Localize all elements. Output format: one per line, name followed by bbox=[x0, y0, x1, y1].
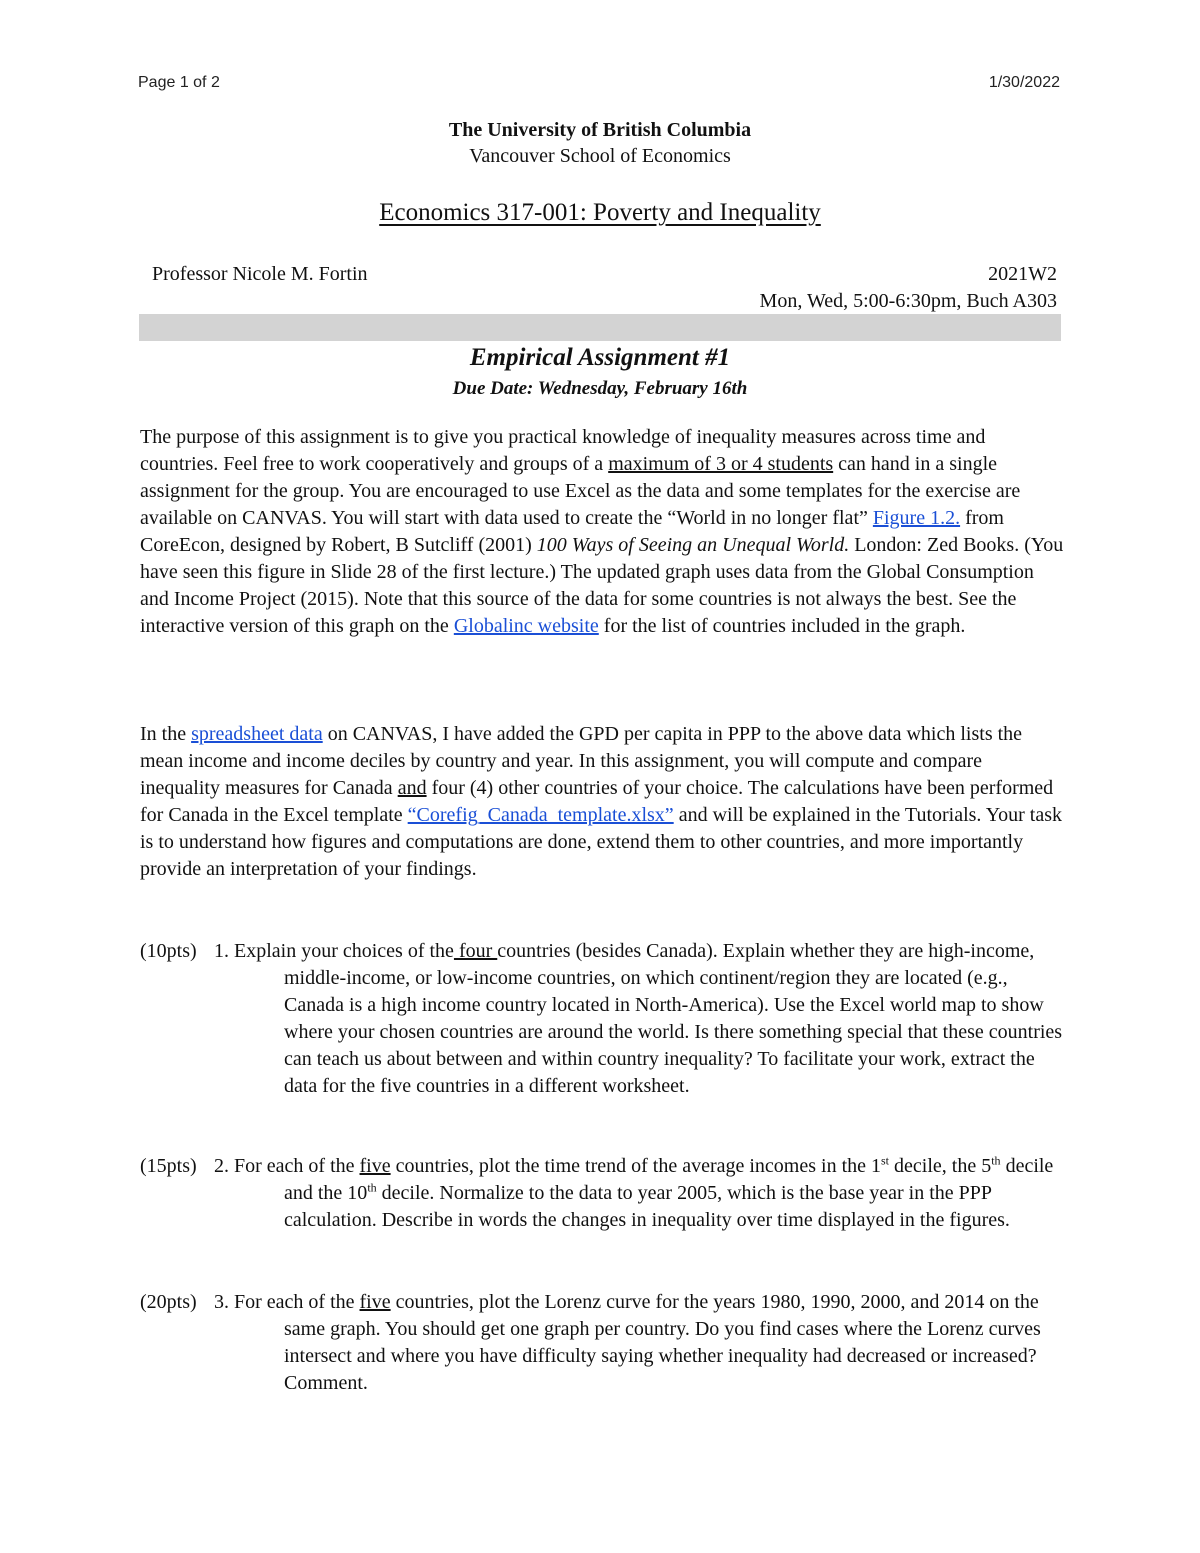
group-size-note: maximum of 3 or 4 students bbox=[608, 453, 834, 475]
class-schedule: Mon, Wed, 5:00-6:30pm, Buch A303 bbox=[759, 290, 1057, 312]
question-points: (15pts) bbox=[140, 1155, 197, 1177]
text: 2. For each of the bbox=[214, 1155, 360, 1177]
divider-bar bbox=[139, 314, 1061, 341]
question-points: (10pts) bbox=[140, 940, 197, 962]
professor-name: Professor Nicole M. Fortin bbox=[152, 263, 368, 285]
globalinc-link[interactable]: Globalinc website bbox=[453, 615, 599, 637]
text: four (4) other countries of your choice. The calculations have been performed for Canada in the Excel template bbox=[140, 777, 1054, 826]
emphasis-four: four bbox=[453, 940, 498, 962]
university-name: The University of British Columbia bbox=[448, 119, 752, 141]
intro-paragraph bbox=[140, 424, 1065, 640]
text: In the bbox=[140, 723, 192, 745]
course-title: Economics 317-001: Poverty and Inequality bbox=[379, 199, 821, 226]
school-name: Vancouver School of Economics bbox=[469, 145, 731, 167]
text: decile and the 10 bbox=[284, 1155, 1054, 1204]
spreadsheet-link[interactable]: spreadsheet data bbox=[191, 723, 323, 745]
task-paragraph bbox=[140, 721, 1065, 883]
emphasis-five: five bbox=[359, 1291, 391, 1313]
due-date: Due Date: Wednesday, February 16th bbox=[452, 378, 748, 399]
text: decile. Normalize to the data to year 2005, which is the base year in the PPP calculation. Describe in words the changes in inequality over time displayed in the figures. bbox=[284, 1182, 1010, 1231]
text: countries (besides Canada). Explain whether they are high-income, middle-income, or low-income countries, on which continent/region they are located (e.g., Canada is a high income country located in North-America). Use the Excel world map to show where your chosen countries are around the world. Is there something special that these countries can teach us about between and within country inequality? To facilitate your work, extract the data for the five countries in a different worksheet. bbox=[284, 940, 1063, 1097]
text: decile, the 5 bbox=[889, 1155, 992, 1177]
book-title: 100 Ways of Seeing an Unequal World. bbox=[536, 534, 850, 556]
question-3 bbox=[140, 1289, 1065, 1397]
text: can hand in a single assignment for the group. You are encouraged to use Excel as the data and some templates for the exercise are available on CANVAS. You will start with data used to create the “World in no longer flat” bbox=[140, 453, 1021, 529]
figure-link[interactable]: Figure 1.2. bbox=[872, 507, 961, 529]
text: from CoreEcon, designed by Robert, B Sutcliff (2001) bbox=[140, 507, 1004, 556]
text: for the list of countries included in the graph. bbox=[598, 615, 966, 637]
text: London: Zed Books. (You have seen this figure in Slide 28 of the first lecture.) The updated graph uses data from the Global Consumption and Income Project (2015). Note that this source of the data for some countries is not always the best. See the interactive version of this graph on the bbox=[140, 534, 1064, 637]
text: and will be explained in the Tutorials. Your task is to understand how figures and computations are done, extend them to other countries, and more importantly provide an interpretation of your findings. bbox=[140, 804, 1063, 880]
superscript: st bbox=[881, 1153, 890, 1168]
page-number: Page 1 of 2 bbox=[138, 74, 220, 91]
superscript: th bbox=[991, 1153, 1001, 1168]
text: countries, plot the time trend of the average incomes in the 1 bbox=[390, 1155, 882, 1177]
term: 2021W2 bbox=[988, 263, 1057, 285]
superscript: th bbox=[367, 1180, 377, 1195]
question-2 bbox=[140, 1153, 1065, 1234]
text: 1. Explain your choices of the bbox=[214, 940, 454, 962]
text: The purpose of this assignment is to give you practical knowledge of inequality measures across time and countries. Feel free to work cooperatively and groups of a bbox=[140, 426, 986, 475]
text: on CANVAS, I have added the GPD per capita in PPP to the above data which lists the mean income and income deciles by country and year. In this assignment, you will compute and compare inequality measures for Canada bbox=[140, 723, 1023, 799]
text: 3. For each of the bbox=[214, 1291, 360, 1313]
emphasis-five: five bbox=[359, 1155, 391, 1177]
text: countries, plot the Lorenz curve for the years 1980, 1990, 2000, and 2014 on the same graph. You should get one graph per country. Do you find cases where the Lorenz curves intersect and where you have difficulty saying whether inequality had decreased or increased? Comment. bbox=[284, 1291, 1041, 1394]
print-date: 1/30/2022 bbox=[988, 74, 1060, 91]
assignment-title: Empirical Assignment #1 bbox=[469, 344, 731, 371]
template-link[interactable]: “Corefig_Canada_template.xlsx” bbox=[407, 804, 674, 826]
question-1 bbox=[140, 938, 1065, 1100]
question-points: (20pts) bbox=[140, 1291, 197, 1313]
emphasis-and: and bbox=[397, 777, 427, 799]
